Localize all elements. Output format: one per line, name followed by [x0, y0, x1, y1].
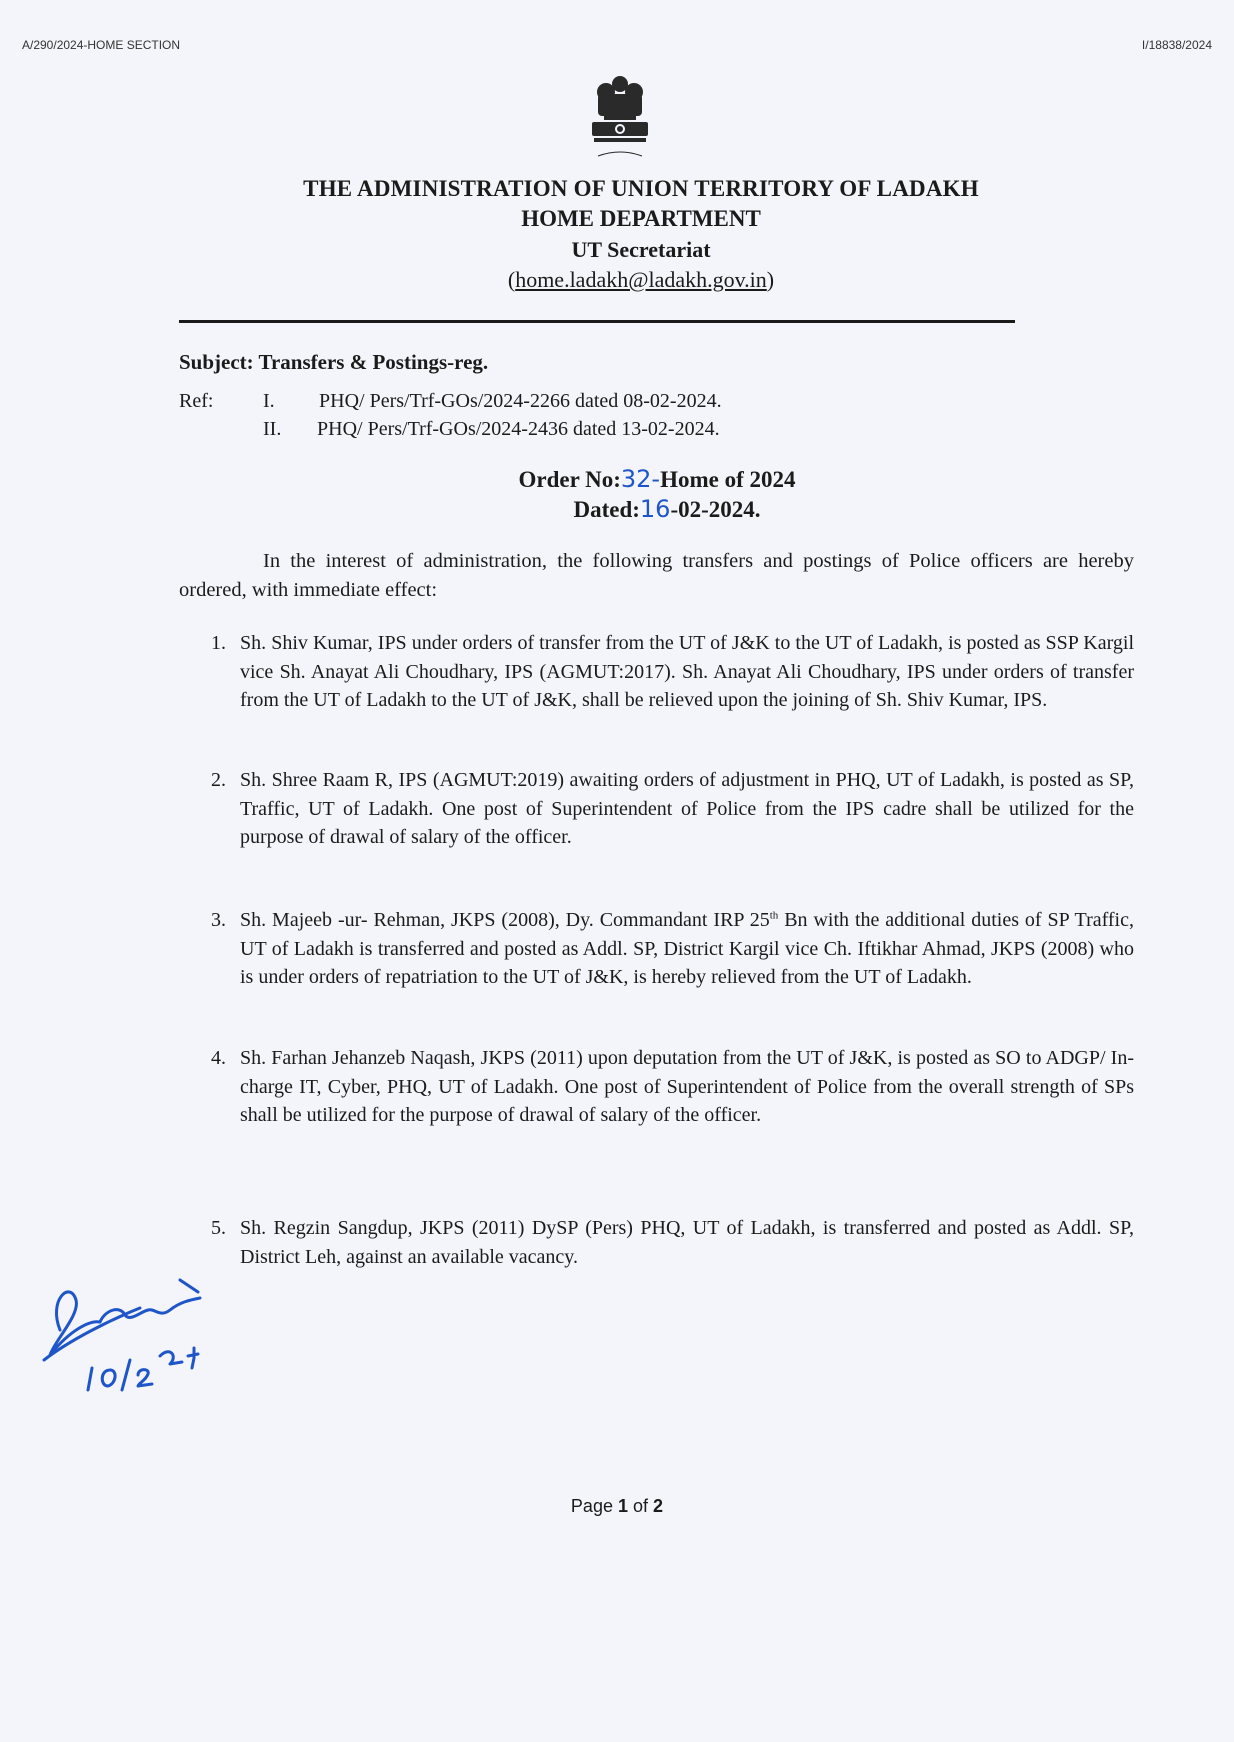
- header-secretariat: UT Secretariat: [571, 237, 711, 262]
- item-text: Sh. Shiv Kumar, IPS under orders of transfer from the UT of J&K to the UT of Ladakh, is posted as SSP Kargil vice Sh. Anayat Ali Choudhary, IPS (AGMUT:2017). Sh. Anayat Ali Choudhary, IPS under orders of transfer from the UT of Ladakh to the UT of J&K, shall be relieved upon the joining of Sh. Shiv Kumar, IPS.: [240, 632, 1134, 711]
- order-date-label: Dated:: [573, 497, 640, 522]
- ref-label: Ref:: [179, 390, 214, 412]
- order-date-suffix: -02-2024.: [670, 497, 761, 522]
- national-emblem-icon: [584, 72, 656, 168]
- list-item: [211, 766, 1134, 852]
- inward-number-stamp: I/18838/2024: [1141, 38, 1212, 52]
- order-no-suffix: Home of 2024: [660, 467, 796, 492]
- ref-number: I.: [263, 390, 275, 412]
- item-text: Sh. Regzin Sangdup, JKPS (2011) DySP (Pers) PHQ, UT of Ladakh, is transferred and posted as Addl. SP, District Leh, against an available vacancy.: [240, 1217, 1134, 1268]
- list-item: [211, 1214, 1134, 1271]
- item-number: 3.: [211, 909, 226, 931]
- intro-paragraph: In the interest of administration, the following transfers and postings of Police officers are hereby ordered, with immediate effect:: [179, 550, 1134, 601]
- footer-of-label: of: [633, 1496, 649, 1516]
- list-item: [211, 629, 1134, 715]
- item-text-part: Sh. Majeeb -ur- Rehman, JKPS (2008), Dy. Commandant IRP 25: [240, 909, 770, 931]
- file-number-stamp: A/290/2024-HOME SECTION: [22, 38, 181, 52]
- handwritten-signature: [30, 1260, 250, 1410]
- footer-page-label: Page: [570, 1496, 613, 1516]
- item-text: Sh. Shree Raam R, IPS (AGMUT:2019) awaiting orders of adjustment in PHQ, UT of Ladakh, is posted as SP, Traffic, UT of Ladakh. One post of Superintendent of Police from the IPS cadre shall be utilized for the purpose of drawal of salary of the officer.: [240, 769, 1134, 848]
- item-number: 2.: [211, 769, 226, 791]
- ref-text: PHQ/ Pers/Trf-GOs/2024-2436 dated 13-02-2024.: [317, 418, 720, 440]
- item-number: 1.: [211, 632, 226, 654]
- item-number: 5.: [211, 1217, 226, 1239]
- order-date-handwritten: 16: [639, 495, 671, 523]
- header-administration: THE ADMINISTRATION OF UNION TERRITORY OF LADAKH: [303, 176, 979, 201]
- item-text: Sh. Farhan Jehanzeb Naqash, JKPS (2011) upon deputation from the UT of J&K, is posted as SO to ADGP/ In-charge IT, Cyber, PHQ, UT of Ladakh. One post of Superintendent of Police from the overall strength of SPs shall be utilized for the purpose of drawal of salary of the officer.: [240, 1047, 1134, 1126]
- subject-line: Subject: Transfers & Postings-reg.: [179, 350, 489, 374]
- email-close-paren: ): [766, 267, 775, 292]
- list-item: [211, 1044, 1134, 1130]
- email-link[interactable]: home.ladakh@ladakh.gov.in: [515, 267, 767, 292]
- email-open-paren: (: [507, 267, 516, 292]
- item-number: 4.: [211, 1047, 226, 1069]
- item-text: [240, 909, 1134, 988]
- header-department: HOME DEPARTMENT: [521, 206, 761, 231]
- ref-number: II.: [263, 418, 282, 440]
- ordinal-suffix: th: [769, 909, 779, 922]
- list-item: [211, 906, 1134, 992]
- order-no-label: Order No:: [518, 467, 621, 492]
- order-date: [50, 495, 1234, 523]
- header-divider: [179, 320, 1015, 323]
- item-text-part: Bn with the additional duties of SP Traffic, UT of Ladakh is transferred and posted as Addl. SP, District Kargil vice Ch. Iftikhar Ahmad, JKPS (2008) who is under orders of repatriation to the UT of J&K, is hereby relieved from the UT of Ladakh.: [240, 909, 1134, 988]
- order-no-handwritten: 32-: [620, 465, 661, 493]
- page-footer: [0, 1496, 1234, 1517]
- footer-total-pages: 2: [653, 1496, 664, 1516]
- order-number: [40, 465, 1234, 493]
- header-email: [24, 267, 1234, 293]
- ref-text: PHQ/ Pers/Trf-GOs/2024-2266 dated 08-02-2024.: [319, 390, 722, 412]
- footer-current-page: 1: [617, 1496, 628, 1516]
